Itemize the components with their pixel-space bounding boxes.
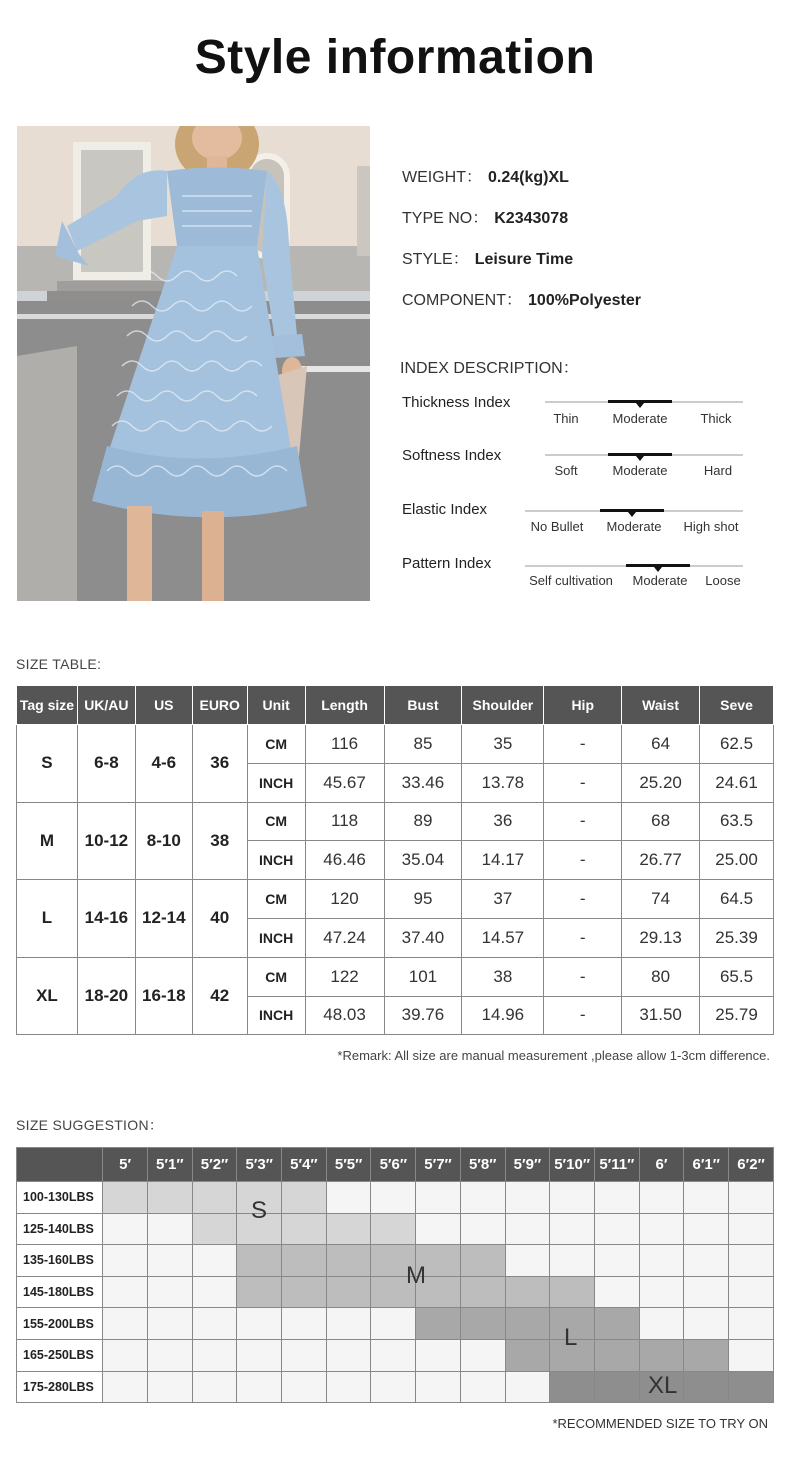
- index-label: Softness Index: [402, 447, 502, 464]
- index-option: Moderate: [612, 411, 668, 426]
- measure-cell: 31.50: [622, 996, 700, 1035]
- suggestion-cell: [147, 1308, 192, 1340]
- height-header: 5′7″: [416, 1148, 461, 1182]
- measure-cell: -: [544, 880, 622, 919]
- page-title: Style information: [194, 31, 596, 84]
- suggestion-cell: [505, 1182, 550, 1214]
- index-label: Elastic Index: [402, 501, 488, 518]
- size-us-cell: 16-18: [135, 957, 192, 1035]
- suggestion-cell: [639, 1245, 684, 1277]
- suggestion-cell: [147, 1276, 192, 1308]
- measure-cell: 14.57: [462, 918, 544, 957]
- size-table-label: SIZE TABLE:: [16, 656, 102, 672]
- recommendation-footer: *RECOMMENDED SIZE TO TRY ON: [552, 1416, 768, 1431]
- measure-cell: 39.76: [384, 996, 462, 1035]
- size-euro-cell: 40: [192, 880, 247, 958]
- suggestion-cell: [192, 1213, 237, 1245]
- height-header: 5′1″: [147, 1148, 192, 1182]
- suggestion-cell: [147, 1339, 192, 1371]
- size-suggestion-label: SIZE SUGGESTION：: [16, 1117, 164, 1133]
- suggestion-cell: [237, 1245, 282, 1277]
- suggestion-cell: [594, 1245, 639, 1277]
- suggestion-cell: [326, 1182, 371, 1214]
- suggestion-cell: [684, 1276, 729, 1308]
- suggestion-cell: [594, 1276, 639, 1308]
- suggestion-cell: [103, 1276, 148, 1308]
- measure-cell: 25.39: [700, 918, 774, 957]
- suggestion-cell: [147, 1213, 192, 1245]
- unit-cell: CM: [247, 880, 305, 919]
- suggestion-cell: [729, 1213, 774, 1245]
- measure-cell: 35: [462, 725, 544, 764]
- size-tag-cell: M: [17, 802, 78, 880]
- suggestion-cell: [729, 1182, 774, 1214]
- unit-cell: INCH: [247, 996, 305, 1035]
- index-label: Thickness Index: [402, 394, 511, 411]
- measure-cell: 85: [384, 725, 462, 764]
- suggestion-cell: [103, 1245, 148, 1277]
- suggestion-cell: [282, 1245, 327, 1277]
- weight-label: 175-280LBS: [17, 1371, 103, 1403]
- suggestion-cell: [460, 1339, 505, 1371]
- height-header: 5′3″: [237, 1148, 282, 1182]
- height-header: 6′1″: [684, 1148, 729, 1182]
- size-tag-cell: XL: [17, 957, 78, 1035]
- component-key: COMPONENT：: [402, 292, 523, 309]
- suggestion-cell: [371, 1371, 416, 1403]
- index-description-title: INDEX DESCRIPTION：: [400, 360, 579, 377]
- height-header: 5′8″: [460, 1148, 505, 1182]
- suggestion-cell: [371, 1213, 416, 1245]
- weight-value: 0.24(kg)XL: [488, 169, 569, 186]
- corner-cell: [17, 1148, 103, 1182]
- suggestion-cell: [729, 1371, 774, 1403]
- measure-cell: 46.46: [305, 841, 384, 880]
- measure-cell: 25.79: [700, 996, 774, 1035]
- suggestion-cell: [103, 1182, 148, 1214]
- suggestion-cell: [282, 1276, 327, 1308]
- index-option: High shot: [683, 519, 739, 534]
- size-remark: *Remark: All size are manual measurement ,please allow 1-3cm difference.: [337, 1048, 770, 1063]
- measure-cell: -: [544, 841, 622, 880]
- table-row: [17, 1213, 774, 1245]
- size-euro-cell: 38: [192, 802, 247, 880]
- header-cell: Waist: [622, 686, 700, 725]
- suggestion-cell: [192, 1308, 237, 1340]
- index-option: Hard: [703, 463, 733, 478]
- measure-cell: 48.03: [305, 996, 384, 1035]
- measure-cell: 89: [384, 802, 462, 841]
- suggestion-cell: [192, 1276, 237, 1308]
- unit-cell: INCH: [247, 841, 305, 880]
- index-pointer-icon: [654, 567, 662, 572]
- unit-cell: INCH: [247, 918, 305, 957]
- suggestion-cell: [237, 1276, 282, 1308]
- suggestion-cell: [326, 1339, 371, 1371]
- weight-label: 100-130LBS: [17, 1182, 103, 1214]
- size-zone-label: M: [406, 1262, 426, 1289]
- suggestion-cell: [460, 1371, 505, 1403]
- index-option: Thin: [553, 411, 579, 426]
- suggestion-cell: [147, 1245, 192, 1277]
- suggestion-cell: [684, 1213, 729, 1245]
- suggestion-cell: [505, 1276, 550, 1308]
- measure-cell: -: [544, 957, 622, 996]
- measure-cell: 24.61: [700, 763, 774, 802]
- header-cell: US: [135, 686, 192, 725]
- style-row: [402, 246, 573, 269]
- suggestion-cell: [237, 1339, 282, 1371]
- index-pointer-icon: [636, 403, 644, 408]
- suggestion-cell: [416, 1213, 461, 1245]
- height-header: 5′5″: [326, 1148, 371, 1182]
- suggestion-cell: [282, 1308, 327, 1340]
- measure-cell: 45.67: [305, 763, 384, 802]
- weight-label: 135-160LBS: [17, 1245, 103, 1277]
- suggestion-cell: [639, 1339, 684, 1371]
- suggestion-cell: [282, 1371, 327, 1403]
- suggestion-cell: [460, 1245, 505, 1277]
- weight-row: [402, 164, 569, 187]
- suggestion-cell: [729, 1308, 774, 1340]
- suggestion-cell: [282, 1213, 327, 1245]
- measure-cell: 64: [622, 725, 700, 764]
- index-option: Moderate: [612, 463, 668, 478]
- suggestion-cell: [729, 1276, 774, 1308]
- measure-cell: 80: [622, 957, 700, 996]
- measure-cell: 25.00: [700, 841, 774, 880]
- suggestion-cell: [729, 1339, 774, 1371]
- header-cell: Unit: [247, 686, 305, 725]
- measure-cell: 118: [305, 802, 384, 841]
- measure-cell: 74: [622, 880, 700, 919]
- measure-cell: 35.04: [384, 841, 462, 880]
- index-option: Thick: [700, 411, 732, 426]
- suggestion-cell: [460, 1276, 505, 1308]
- suggestion-cell: [326, 1371, 371, 1403]
- measure-cell: -: [544, 996, 622, 1035]
- suggestion-cell: [103, 1371, 148, 1403]
- index-option: No Bullet: [530, 519, 584, 534]
- suggestion-cell: [371, 1182, 416, 1214]
- type-row: [402, 205, 568, 228]
- height-header: 5′9″: [505, 1148, 550, 1182]
- suggestion-cell: [326, 1245, 371, 1277]
- measure-cell: 63.5: [700, 802, 774, 841]
- suggestion-cell: [460, 1213, 505, 1245]
- measure-cell: -: [544, 918, 622, 957]
- suggestion-cell: [192, 1371, 237, 1403]
- suggestion-cell: [639, 1213, 684, 1245]
- measure-cell: 13.78: [462, 763, 544, 802]
- measure-cell: 64.5: [700, 880, 774, 919]
- measure-cell: 120: [305, 880, 384, 919]
- suggestion-cell: [684, 1245, 729, 1277]
- suggestion-cell: [237, 1371, 282, 1403]
- header-cell: Seve: [700, 686, 774, 725]
- height-header: 5′4″: [282, 1148, 327, 1182]
- index-option: Loose: [705, 573, 741, 588]
- header-cell: EURO: [192, 686, 247, 725]
- size-suggestion-table: [16, 1147, 774, 1403]
- suggestion-cell: [505, 1308, 550, 1340]
- suggestion-cell: [594, 1371, 639, 1403]
- measure-cell: 101: [384, 957, 462, 996]
- size-uk-cell: 14-16: [77, 880, 135, 958]
- suggestion-cell: [684, 1308, 729, 1340]
- suggestion-cell: [594, 1213, 639, 1245]
- unit-cell: CM: [247, 802, 305, 841]
- header-cell: Tag size: [17, 686, 78, 725]
- table-row: [17, 1245, 774, 1277]
- height-header: 5′2″: [192, 1148, 237, 1182]
- table-row: [17, 957, 774, 996]
- size-euro-cell: 36: [192, 725, 247, 803]
- suggestion-cell: [505, 1213, 550, 1245]
- size-us-cell: 8-10: [135, 802, 192, 880]
- index-pointer-icon: [628, 512, 636, 517]
- index-option: Self cultivation: [529, 573, 613, 588]
- table-row: [17, 1339, 774, 1371]
- index-pointer-icon: [636, 456, 644, 461]
- suggestion-cell: [192, 1245, 237, 1277]
- height-header: 5′10″: [550, 1148, 595, 1182]
- table-row: [17, 802, 774, 841]
- table-row: [17, 880, 774, 919]
- suggestion-cell: [416, 1182, 461, 1214]
- measure-cell: -: [544, 763, 622, 802]
- measure-cell: 36: [462, 802, 544, 841]
- component-value: 100%Polyester: [528, 292, 641, 309]
- header-cell: Shoulder: [462, 686, 544, 725]
- measure-cell: 25.20: [622, 763, 700, 802]
- product-photo: [17, 126, 370, 601]
- weight-label: 165-250LBS: [17, 1339, 103, 1371]
- weight-label: 155-200LBS: [17, 1308, 103, 1340]
- suggestion-cell: [639, 1182, 684, 1214]
- suggestion-cell: [639, 1276, 684, 1308]
- table-row: [17, 1276, 774, 1308]
- suggestion-cell: [505, 1371, 550, 1403]
- type-value: K2343078: [494, 210, 569, 227]
- dress-model-image: [17, 126, 370, 601]
- measure-cell: 68: [622, 802, 700, 841]
- suggestion-cell: [684, 1339, 729, 1371]
- suggestion-cell: [282, 1182, 327, 1214]
- component-row: [402, 287, 641, 310]
- weight-key: WEIGHT：: [402, 169, 482, 186]
- suggestion-cell: [460, 1308, 505, 1340]
- measure-cell: 47.24: [305, 918, 384, 957]
- measure-cell: 95: [384, 880, 462, 919]
- suggestion-cell: [326, 1276, 371, 1308]
- height-header: 5′6″: [371, 1148, 416, 1182]
- weight-label: 145-180LBS: [17, 1276, 103, 1308]
- header-cell: Bust: [384, 686, 462, 725]
- suggestion-cell: [416, 1308, 461, 1340]
- measure-cell: 122: [305, 957, 384, 996]
- suggestion-cell: [594, 1308, 639, 1340]
- size-euro-cell: 42: [192, 957, 247, 1035]
- suggestion-cell: [326, 1308, 371, 1340]
- size-table-header: [17, 686, 774, 725]
- suggestion-cell: [594, 1182, 639, 1214]
- style-value: Leisure Time: [474, 251, 574, 268]
- size-us-cell: 12-14: [135, 880, 192, 958]
- size-zone-label: L: [564, 1324, 578, 1351]
- unit-cell: CM: [247, 957, 305, 996]
- measure-cell: 37.40: [384, 918, 462, 957]
- unit-cell: CM: [247, 725, 305, 764]
- size-tag-cell: L: [17, 880, 78, 958]
- suggestion-cell: [550, 1276, 595, 1308]
- index-option: Moderate: [606, 519, 662, 534]
- measure-cell: 14.96: [462, 996, 544, 1035]
- suggestion-cell: [550, 1371, 595, 1403]
- suggestion-cell: [416, 1339, 461, 1371]
- suggestion-header: [17, 1148, 774, 1182]
- table-row: [17, 1182, 774, 1214]
- measure-cell: 65.5: [700, 957, 774, 996]
- suggestion-cell: [326, 1213, 371, 1245]
- suggestion-cell: [460, 1182, 505, 1214]
- table-row: [17, 725, 774, 764]
- suggestion-cell: [505, 1339, 550, 1371]
- size-zone-label: S: [251, 1197, 268, 1224]
- type-key: TYPE NO：: [402, 210, 489, 227]
- measure-cell: -: [544, 725, 622, 764]
- index-label: Pattern Index: [402, 555, 492, 572]
- measure-cell: 37: [462, 880, 544, 919]
- height-header: 6′: [639, 1148, 684, 1182]
- suggestion-cell: [684, 1182, 729, 1214]
- unit-cell: INCH: [247, 763, 305, 802]
- suggestion-cell: [684, 1371, 729, 1403]
- size-us-cell: 4-6: [135, 725, 192, 803]
- height-header: 6′2″: [729, 1148, 774, 1182]
- suggestion-cell: [550, 1182, 595, 1214]
- index-option: Moderate: [632, 573, 688, 588]
- measure-cell: 29.13: [622, 918, 700, 957]
- suggestion-cell: [237, 1308, 282, 1340]
- header-cell: Hip: [544, 686, 622, 725]
- suggestion-cell: [192, 1339, 237, 1371]
- suggestion-cell: [729, 1245, 774, 1277]
- size-uk-cell: 18-20: [77, 957, 135, 1035]
- suggestion-cell: [371, 1308, 416, 1340]
- suggestion-cell: [103, 1213, 148, 1245]
- suggestion-cell: [282, 1339, 327, 1371]
- measure-cell: 62.5: [700, 725, 774, 764]
- size-uk-cell: 10-12: [77, 802, 135, 880]
- header-cell: UK/AU: [77, 686, 135, 725]
- suggestion-cell: [550, 1213, 595, 1245]
- suggestion-cell: [103, 1308, 148, 1340]
- suggestion-cell: [147, 1182, 192, 1214]
- measure-cell: 38: [462, 957, 544, 996]
- suggestion-cell: [371, 1339, 416, 1371]
- suggestion-cell: [103, 1339, 148, 1371]
- measure-cell: 116: [305, 725, 384, 764]
- measure-cell: -: [544, 802, 622, 841]
- measure-cell: 14.17: [462, 841, 544, 880]
- measure-cell: 33.46: [384, 763, 462, 802]
- size-zone-label: XL: [648, 1372, 678, 1399]
- suggestion-cell: [505, 1245, 550, 1277]
- suggestion-cell: [639, 1308, 684, 1340]
- height-header: 5′11″: [594, 1148, 639, 1182]
- measure-cell: 26.77: [622, 841, 700, 880]
- suggestion-cell: [594, 1339, 639, 1371]
- size-table: [16, 685, 774, 1035]
- height-header: 5′: [103, 1148, 148, 1182]
- suggestion-cell: [192, 1182, 237, 1214]
- size-tag-cell: S: [17, 725, 78, 803]
- index-option: Soft: [554, 463, 578, 478]
- suggestion-cell: [550, 1245, 595, 1277]
- suggestion-cell: [416, 1371, 461, 1403]
- weight-label: 125-140LBS: [17, 1213, 103, 1245]
- size-uk-cell: 6-8: [77, 725, 135, 803]
- suggestion-cell: [147, 1371, 192, 1403]
- header-cell: Length: [305, 686, 384, 725]
- style-key: STYLE：: [402, 251, 469, 268]
- table-row: [17, 1308, 774, 1340]
